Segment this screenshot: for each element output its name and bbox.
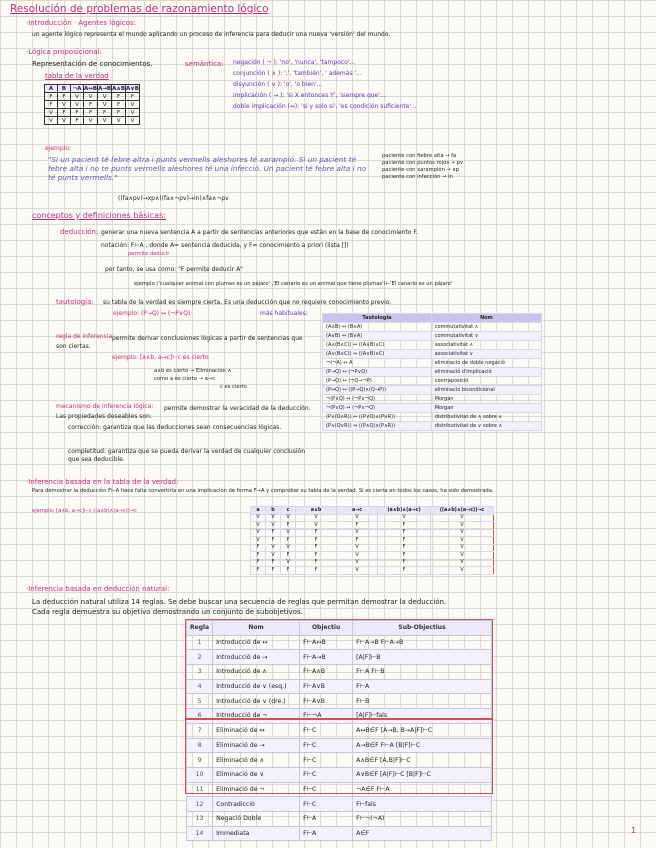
tt-header: B: [58, 85, 71, 93]
rule-cell: 12: [187, 797, 213, 812]
truth-table-cell: F: [71, 117, 84, 125]
rule-row: [187, 811, 492, 826]
rule-cell: F⊢C: [300, 767, 353, 782]
rule-cell: 11: [187, 782, 213, 797]
rule-cell: F⊢A→B F⊢A→B: [353, 635, 492, 650]
mapping-item: paciente con xarampión → xp: [382, 167, 459, 173]
tautology-cell: ¬(P∧Q) ↔ (¬P∨¬Q): [323, 395, 432, 404]
mapping-item: paciente con infección → in: [382, 174, 453, 180]
inference-row: [251, 537, 494, 545]
rule-cell: F⊢A→B: [300, 650, 353, 665]
rule-row: [187, 679, 492, 694]
rule-cell: F⊢C: [300, 753, 353, 768]
itt-header: a→c: [337, 507, 378, 515]
tt-header: A∧B: [112, 85, 126, 92]
por-tanto-text: por tanto, se usa como: "F permite deducir A": [105, 266, 243, 273]
inference-cell: F: [296, 544, 337, 552]
inference-cell: V: [281, 559, 296, 567]
deduccion-natural-heading: ·Inferencia basada en deducción natural:: [26, 585, 170, 593]
deduccion-example: ejemplo ('cualquier animal con plumas es un pájaro' ,'El canario es un animal que tiene plumas')⊢'El canario es un pájaro': [134, 281, 453, 287]
tautology-row: [323, 341, 542, 350]
regla-note: c es cierto: [220, 384, 247, 390]
inference-cell: V: [251, 522, 266, 530]
tt-header: A↔B: [84, 85, 98, 92]
itt-header: (a∧b)∧(a→c): [378, 507, 431, 515]
rule-cell: Introducció de ∨ (esq.): [213, 679, 300, 694]
inference-cell: V: [431, 529, 494, 537]
tautology-cell: ¬(¬A) ↔ A: [323, 359, 432, 368]
formula: ((fa∧pv)→xp∧((fa∧¬pv)→in)∧fa∧¬pv: [118, 195, 229, 202]
rule-cell: A↔B∈F [A→B, B→A|F]⊢C: [353, 723, 492, 738]
rule-cell: Eliminació de ∧: [213, 753, 300, 768]
intro-heading: ·Introducción · Agentes lógicos:: [26, 19, 137, 27]
rule-cell: F⊢C: [300, 797, 353, 812]
rule-cell: 4: [187, 679, 213, 694]
deduccion-label: deducción:: [60, 228, 99, 236]
regla-label: regla de inferencia:: [56, 333, 115, 340]
inference-cell: F: [378, 559, 431, 567]
inference-row: [251, 552, 494, 560]
inference-cell: V: [281, 544, 296, 552]
deduccion-text: generar una nueva sentencia A a partir de sentencias anteriores que están en la base de conocimiento F.: [101, 229, 418, 236]
inference-cell: V: [431, 544, 494, 552]
inference-cell: V: [431, 522, 494, 530]
regla-text: permite derivar conclusiones lógicas a partir de sentencias que son ciertas.: [56, 335, 303, 350]
inference-cell: V: [296, 514, 337, 522]
truth-table-cell: F: [71, 109, 84, 117]
inference-cell: F: [378, 552, 431, 560]
example-quote: "Si un pacient té febre altra i punts vermells aleshores té xarampió. Si un pacient té febre alta i no te punts vermells aleshores té una infecció. Un pacient té febre alta i no té punts vermells.": [48, 155, 367, 183]
inferencia-tabla-text: Para demostrar la deducción F⊢A hace falta convertirla en una implicación de forma F→A y comprobar su tabla de la verdad. Si es cierta en todos los casos, ha sido demostrada.: [32, 488, 494, 494]
tt-header: ¬A: [71, 85, 84, 93]
truth-table-cell: F: [112, 109, 126, 117]
notacion-text: notación: F⊢A , donde A= sentencia deducida, y F= conocimiento a priori (lista []): [101, 242, 349, 249]
inference-cell: V: [378, 514, 431, 522]
tautology-row: [323, 332, 542, 341]
truth-table-cell: V: [71, 93, 84, 101]
rule-row: [187, 723, 492, 738]
inference-cell: F: [281, 567, 296, 575]
tt-header: A→B: [98, 85, 112, 92]
tt-header: A: [45, 85, 58, 93]
truth-table-row: [45, 93, 140, 101]
rule-row: [187, 826, 492, 841]
inference-cell: V: [431, 559, 494, 567]
connective-or: disyunción ( ∨ ): 'o', 'o bien'...: [233, 81, 323, 88]
truth-table-cell: V: [45, 117, 58, 125]
tautology-row: [323, 368, 542, 377]
inference-cell: F: [296, 559, 337, 567]
inference-cell: F: [296, 567, 337, 575]
tt-header: A∨B: [126, 85, 139, 92]
connective-neg: negación ( ¬ ): 'no', 'nunca', 'tampoco'...: [233, 59, 356, 66]
itt-header: a: [251, 507, 266, 515]
rule-cell: F⊢¬(¬A): [353, 811, 492, 826]
inference-cell: F: [296, 552, 337, 560]
tautology-cell: Morgan: [431, 395, 541, 404]
mapping-item: paciente con puntos rojos → pv: [382, 160, 464, 166]
tautology-cell: (A∨(B∨C)) ↔ ((A∨B)∨C): [323, 350, 432, 359]
inference-row: [251, 544, 494, 552]
rule-cell: Immediata: [213, 826, 300, 841]
inference-cell: V: [251, 514, 266, 522]
truth-table-cell: V: [126, 117, 140, 125]
truth-table-cell: V: [98, 93, 112, 101]
truth-table-row: [45, 117, 140, 125]
rule-cell: F⊢C: [300, 738, 353, 753]
itt-header: ((a∧b)∧(a→c))→c: [431, 507, 494, 515]
deduccion-natural-text1: La deducción natural utiliza 14 reglas. Se debe buscar una secuencia de reglas que permitan demostrar la deducción.: [32, 598, 447, 606]
tautology-row: [323, 377, 542, 386]
inference-cell: V: [431, 552, 494, 560]
correccion-text: corrección: garantiza que las deducciones sean consecuencias lógicas.: [68, 424, 282, 431]
inference-cell: F: [266, 559, 281, 567]
truth-table-cell: V: [98, 101, 112, 109]
inference-cell: V: [281, 529, 296, 537]
tautology-row: [323, 359, 542, 368]
deduccion-natural-text2: Cada regla demuestra su objetivo demostrando un conjunto de subobjetivos.: [32, 608, 303, 616]
tautology-cell: (A∨B) ↔ (B∨A): [323, 332, 432, 341]
truth-table-cell: V: [84, 117, 98, 125]
inference-cell: V: [266, 514, 281, 522]
tautology-cell: (P→Q) ↔ (¬P∨Q): [323, 368, 432, 377]
ejemplo-label: ejemplo:: [45, 145, 72, 152]
tautology-cell: (P∨(Q∧R)) ↔ ((P∨Q)∧(P∨R)): [323, 413, 432, 422]
rule-cell: 3: [187, 665, 213, 680]
inference-cell: F: [378, 544, 431, 552]
permite-note: permite deducir: [128, 251, 170, 257]
inference-cell: V: [337, 544, 378, 552]
rule-cell: F⊢C: [300, 723, 353, 738]
mapping-list: [382, 153, 463, 181]
connective-bicond: doble implicación (↔): 'si y solo si', 'es condición suficiente'...: [233, 103, 417, 110]
inference-cell: F: [296, 529, 337, 537]
truth-table-cell: F: [45, 101, 58, 109]
truth-table-row: [45, 109, 140, 117]
inference-row: [251, 567, 494, 575]
inference-row: [251, 514, 494, 522]
truth-table-cell: F: [112, 101, 126, 109]
rule-cell: [A|F]⊢B: [353, 650, 492, 665]
truth-table-cell: F: [98, 109, 112, 117]
rule-row: [187, 797, 492, 812]
inference-cell: F: [378, 522, 431, 530]
rule-row: [187, 635, 492, 650]
rule-cell: Eliminació de ∨: [213, 767, 300, 782]
inference-cell: F: [251, 567, 266, 575]
inference-cell: F: [378, 567, 431, 575]
rule-cell: F⊢fals: [353, 797, 492, 812]
truth-table-cell: F: [112, 93, 126, 101]
inference-cell: F: [266, 567, 281, 575]
tautology-cell: associativitat ∨: [431, 350, 541, 359]
rule-cell: F⊢B: [353, 694, 492, 709]
rule-cell: ¬A∈F F⊢A: [353, 782, 492, 797]
tautology-row: [323, 323, 542, 332]
rule-cell: F⊢A∨B: [300, 679, 353, 694]
inference-row: [251, 559, 494, 567]
truth-table-cell: V: [126, 109, 140, 117]
tautology-table: [322, 313, 542, 431]
connective-impl: implicación ( → ): 'si X entonces Y', 'siempre que'...: [233, 92, 386, 99]
rule-cell: 14: [187, 826, 213, 841]
inference-cell: V: [431, 567, 494, 575]
inference-cell: V: [266, 552, 281, 560]
rule-cell: 2: [187, 650, 213, 665]
inference-cell: V: [281, 514, 296, 522]
rules-header: Nom: [213, 621, 300, 636]
intro-text: un agente lógico representa el mundo aplicando un proceso de inferencia para deducir una nueva 'versión' del mundo.: [32, 31, 391, 38]
page-number: 1: [631, 826, 637, 835]
tautology-cell: contraposició: [431, 377, 541, 386]
tautology-cell: (A∧(B∧C)) ↔ ((A∧B)∧C): [323, 341, 432, 350]
inference-cell: V: [337, 559, 378, 567]
inferencia-tabla-example: ejemplo: [a∧b, a→c]⊢c ((a∧b)∧(a→c))→c: [32, 508, 137, 514]
inference-cell: V: [251, 529, 266, 537]
inference-cell: F: [266, 529, 281, 537]
rule-cell: 7: [187, 723, 213, 738]
rule-cell: Eliminació de ¬: [213, 782, 300, 797]
rule-cell: [A|F]⊢fals: [353, 709, 492, 724]
rule-cell: Introducció de ↔: [213, 635, 300, 650]
rule-cell: Negació Doble: [213, 811, 300, 826]
tautology-cell: (P→Q) ↔ (¬Q→¬P): [323, 377, 432, 386]
mecanismo-text: permite demostrar la veracidad de la deducción. Las propiedades deseables son:: [56, 405, 311, 420]
tautology-cell: (P↔Q) ↔ ((P→Q)∧(Q→P)): [323, 386, 432, 395]
rule-cell: Eliminació de ↔: [213, 723, 300, 738]
rule-row: [187, 709, 492, 724]
truth-table: [44, 84, 140, 125]
inference-cell: V: [251, 537, 266, 545]
inference-cell: V: [337, 529, 378, 537]
rule-cell: F⊢A∧B: [300, 665, 353, 680]
tautology-cell: (P∧(Q∨R)) ↔ ((P∧Q)∨(P∧R)): [323, 422, 432, 431]
rule-row: [187, 753, 492, 768]
inference-row: [251, 529, 494, 537]
tautologia-text: su tabla de la verdad es siempre cierta. Es una deducción que no requiere conocimiento previo.: [103, 299, 392, 306]
tautology-cell: commutativitat ∨: [431, 332, 541, 341]
rule-row: [187, 738, 492, 753]
logica-heading: ·Lógica proposicional:: [26, 48, 102, 56]
rule-cell: 6: [187, 709, 213, 724]
inference-cell: F: [251, 552, 266, 560]
rules-header: Sub-Objectius: [353, 621, 492, 636]
regla-note: a∧b es cierto → Eliminación ∧: [154, 368, 232, 374]
rule-row: [187, 665, 492, 680]
tautology-cell: distributivitat de ∧ sobre ∨: [431, 413, 541, 422]
law-header: Nom: [431, 314, 541, 323]
rule-cell: F⊢A: [300, 811, 353, 826]
connective-and: conjunción ( ∧ ): ',', 'también', ' además '...: [233, 70, 362, 77]
rule-cell: 10: [187, 767, 213, 782]
inference-cell: F: [337, 537, 378, 545]
inference-cell: F: [281, 522, 296, 530]
conceptos-heading: conceptos y definiciones básicas:: [32, 211, 166, 220]
mapping-item: paciente con fiebre alta → fa: [382, 153, 457, 159]
regla-example: ejemplo: [a∧b, a→c]⊢c es cierto: [112, 354, 209, 361]
rule-row: [187, 650, 492, 665]
completitud-text: completitud: garantiza que se pueda derivar la verdad de cualquier conclusión que sea deducible.: [68, 448, 306, 463]
rule-cell: Contradicció: [213, 797, 300, 812]
inference-cell: V: [431, 514, 494, 522]
tautology-cell: eliminació bicondicional: [431, 386, 541, 395]
rule-cell: 8: [187, 738, 213, 753]
inference-cell: F: [251, 544, 266, 552]
tautology-row: [323, 422, 542, 431]
semantica-label: semántica:: [185, 60, 224, 68]
rule-cell: F⊢A↔B: [300, 635, 353, 650]
connectives-list: [233, 59, 417, 111]
inference-cell: F: [266, 537, 281, 545]
tautology-row: [323, 386, 542, 395]
truth-table-cell: F: [84, 109, 98, 117]
itt-header: c: [281, 507, 296, 515]
rule-row: [187, 694, 492, 709]
tautology-row: [323, 350, 542, 359]
rule-cell: Introducció de →: [213, 650, 300, 665]
truth-table-cell: V: [71, 101, 84, 109]
mecanismo-label: mecanismo de inferencia lógica:: [56, 403, 154, 410]
rule-cell: F⊢C: [300, 782, 353, 797]
inference-cell: V: [266, 544, 281, 552]
rule-cell: 9: [187, 753, 213, 768]
rule-row: [187, 767, 492, 782]
inference-cell: V: [337, 552, 378, 560]
rule-cell: 1: [187, 635, 213, 650]
truth-table-cell: F: [58, 93, 71, 101]
tautologia-label: tautología:: [56, 298, 94, 306]
truth-table-row: [45, 101, 140, 109]
rule-row: [187, 782, 492, 797]
rule-cell: 13: [187, 811, 213, 826]
tautology-row: [323, 404, 542, 413]
rule-cell: F⊢A F⊢B: [353, 665, 492, 680]
tautology-cell: (A∧B) ↔ (B∧A): [323, 323, 432, 332]
truth-table-cell: V: [84, 93, 98, 101]
inference-cell: F: [281, 552, 296, 560]
mas-habituales-label: más habituales:: [260, 310, 308, 317]
rule-cell: F⊢A∨B: [300, 694, 353, 709]
rule-cell: A∨B∈F [A|F]⊢C [B|F]⊢C: [353, 767, 492, 782]
inference-cell: F: [378, 529, 431, 537]
tautologia-example: ejemplo: (P→Q) ↔ (¬P∨Q): [113, 310, 191, 317]
rule-cell: F⊢A: [300, 826, 353, 841]
truth-table-cell: V: [112, 117, 126, 125]
rules-header: Objectiu: [300, 621, 353, 636]
truth-table-label: tabla de la verdad: [45, 72, 109, 80]
law-header: Tautologia: [323, 314, 432, 323]
rule-cell: Introducció de ∨ (dre.): [213, 694, 300, 709]
rules-header: Regla: [187, 621, 213, 636]
rules-table: [186, 620, 492, 841]
truth-table-cell: V: [58, 101, 71, 109]
tautology-cell: distributivitat de ∨ sobre ∧: [431, 422, 541, 431]
truth-table-cell: V: [98, 117, 112, 125]
page-title: Resolución de problemas de razonamiento lógico: [10, 3, 269, 15]
rule-cell: F⊢¬A: [300, 709, 353, 724]
inference-cell: V: [337, 567, 378, 575]
tautology-cell: commutativitat ∧: [431, 323, 541, 332]
tautology-row: [323, 395, 542, 404]
inference-cell: F: [378, 537, 431, 545]
truth-table-cell: V: [126, 101, 140, 109]
inference-cell: F: [337, 522, 378, 530]
itt-header: a∧b: [296, 507, 337, 515]
tautology-cell: ¬(P∨Q) ↔ (¬P∧¬Q): [323, 404, 432, 413]
rule-cell: Eliminació de →: [213, 738, 300, 753]
inference-row: [251, 522, 494, 530]
rule-cell: A∈F: [353, 826, 492, 841]
truth-table-cell: V: [45, 109, 58, 117]
tautology-cell: eliminació d'implicació: [431, 368, 541, 377]
inference-cell: F: [281, 537, 296, 545]
truth-table-cell: F: [58, 109, 71, 117]
rule-cell: Introducció de ∧: [213, 665, 300, 680]
truth-table-cell: V: [58, 117, 71, 125]
tautology-cell: associativitat ∧: [431, 341, 541, 350]
tautology-cell: eliminació de doble negació: [431, 359, 541, 368]
inference-cell: V: [431, 537, 494, 545]
inference-cell: F: [296, 537, 337, 545]
inference-cell: V: [266, 522, 281, 530]
truth-table-cell: F: [126, 93, 140, 101]
tautology-cell: Morgan: [431, 404, 541, 413]
rule-cell: F⊢A: [353, 679, 492, 694]
rule-cell: A→B∈F F⊢A [B|F]⊢C: [353, 738, 492, 753]
rule-cell: Introducció de ¬: [213, 709, 300, 724]
inference-cell: V: [296, 522, 337, 530]
regla-note: como a es cierto → a→c: [154, 376, 216, 382]
inference-cell: F: [251, 559, 266, 567]
inference-truth-table: [250, 506, 494, 575]
inference-cell: V: [337, 514, 378, 522]
inferencia-tabla-heading: ·Inferencia basada en la tabla de la verdad:: [26, 478, 179, 486]
itt-header: b: [266, 507, 281, 515]
tautology-row: [323, 413, 542, 422]
rule-cell: A∧B∈F [A,B|F]⊢C: [353, 753, 492, 768]
truth-table-cell: F: [84, 101, 98, 109]
truth-table-cell: F: [45, 93, 58, 101]
rule-cell: 5: [187, 694, 213, 709]
representacion-text: Representación de conocimientos.: [32, 60, 153, 68]
